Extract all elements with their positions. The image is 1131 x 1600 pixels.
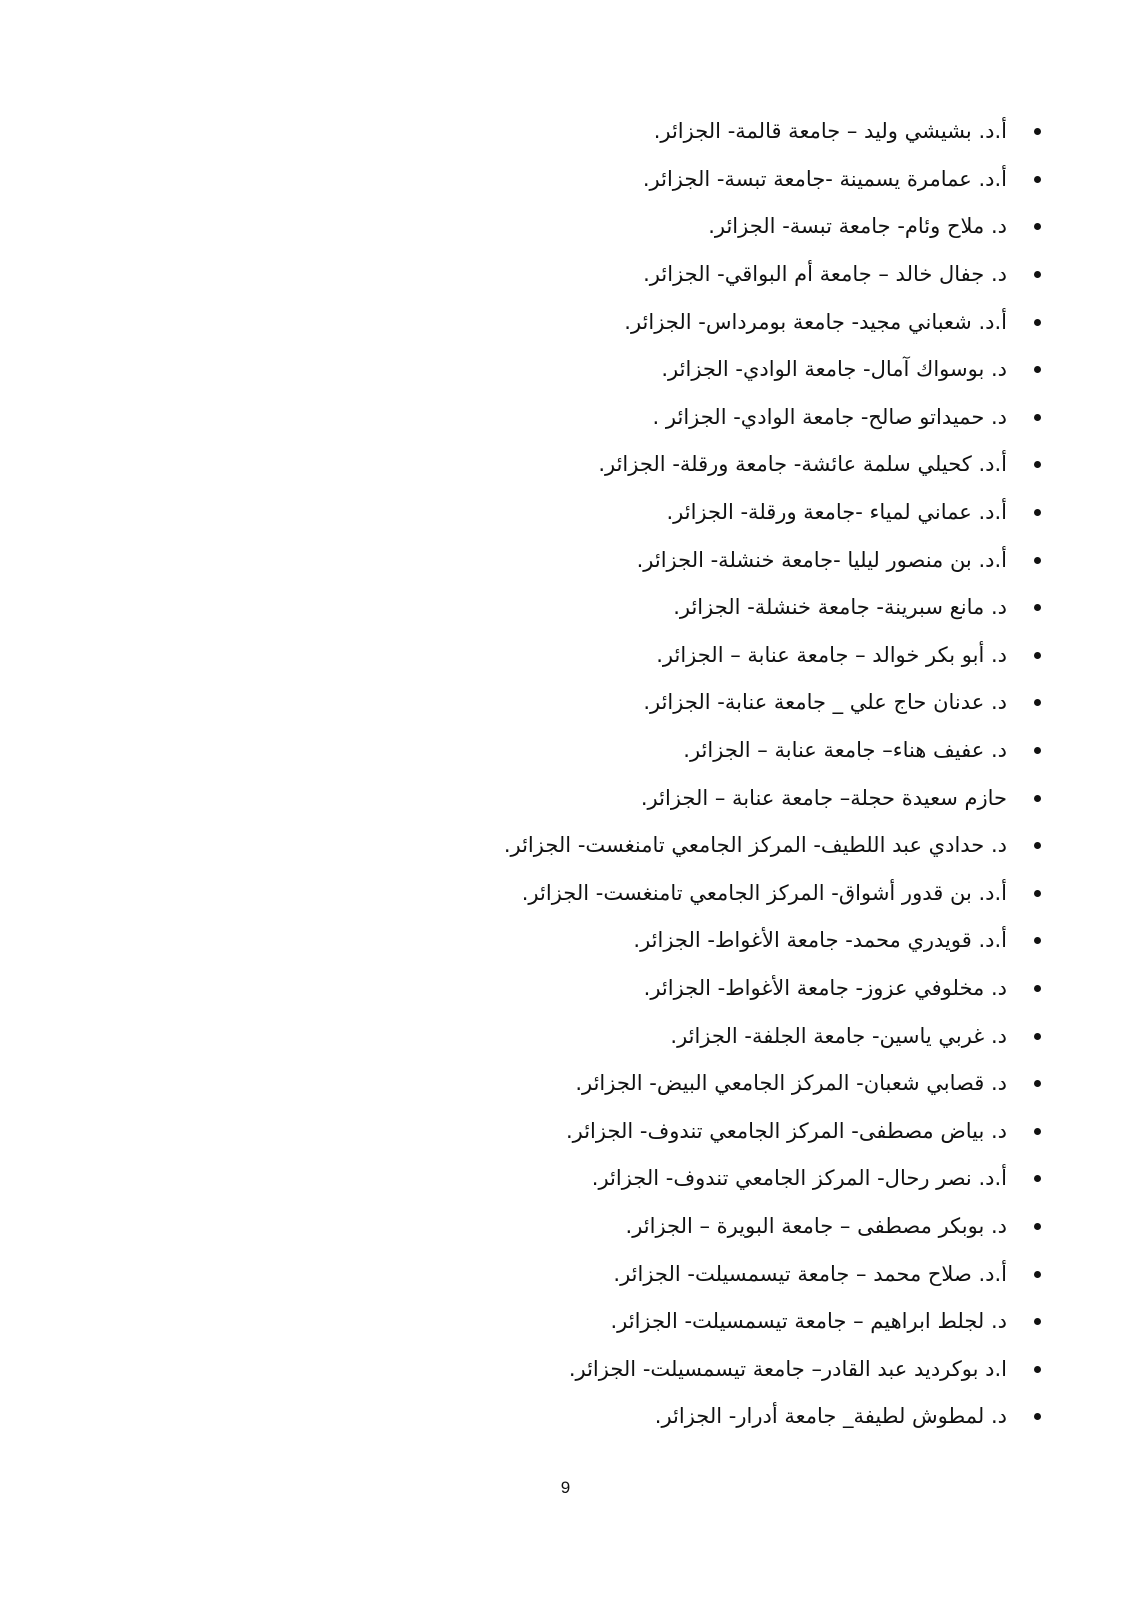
list-item [321, 679, 1041, 727]
bullet-icon [1034, 1271, 1041, 1278]
bullet-icon [1034, 1366, 1041, 1373]
bullet-icon [1034, 319, 1041, 326]
bullet-icon [1034, 1175, 1041, 1182]
list-item [321, 251, 1041, 299]
bullet-icon [1034, 890, 1041, 897]
list-item [321, 870, 1041, 918]
bullet-icon [1034, 842, 1041, 849]
list-item [321, 1012, 1041, 1060]
bullet-icon [1034, 985, 1041, 992]
list-item [321, 203, 1041, 251]
member-entry: أ.د. عمامرة يسمينة -جامعة تبسة- الجزائر. [642, 166, 1007, 191]
list-item [321, 1345, 1041, 1393]
member-entry: د. حدادي عبد اللطيف- المركز الجامعي تامنغست- الجزائر. [503, 833, 1007, 858]
member-entry: د. لجلط ابراهيم – جامعة تيسمسيلت- الجزائر. [610, 1309, 1007, 1334]
list-item [321, 822, 1041, 870]
member-entry: د. أبو بكر خوالد – جامعة عنابة – الجزائر. [656, 642, 1007, 667]
bullet-icon [1034, 795, 1041, 802]
list-item [321, 489, 1041, 537]
bullet-icon [1034, 747, 1041, 754]
bullet-icon [1034, 509, 1041, 516]
member-entry: د. قصابي شعبان- المركز الجامعي البيض- الجزائر. [575, 1071, 1007, 1096]
member-entry: د. عدنان حاج علي _ جامعة عنابة- الجزائر. [643, 690, 1007, 715]
member-entry: د. لمطوش لطيفة_ جامعة أدرار- الجزائر. [654, 1404, 1007, 1429]
member-entry: د. جفال خالد – جامعة أم البواقي- الجزائر. [643, 262, 1007, 287]
bullet-icon [1034, 414, 1041, 421]
bullet-icon [1034, 557, 1041, 564]
member-entry: د. بوسواك آمال- جامعة الوادي- الجزائر. [661, 357, 1007, 382]
member-entry: أ.د. نصر رحال- المركز الجامعي تندوف- الجزائر. [591, 1166, 1007, 1191]
member-entry: د. مانع سبرينة- جامعة خنشلة- الجزائر. [673, 595, 1007, 620]
bullet-icon [1034, 176, 1041, 183]
member-entry: د. غربي ياسين- جامعة الجلفة- الجزائر. [670, 1023, 1007, 1048]
list-item [321, 774, 1041, 822]
member-entry: د. عفيف هناء– جامعة عنابة – الجزائر. [683, 738, 1007, 763]
list-item [321, 727, 1041, 775]
member-entry: د. مخلوفي عزوز- جامعة الأغواط- الجزائر. [643, 975, 1007, 1000]
bullet-icon [1034, 699, 1041, 706]
list-item [321, 394, 1041, 442]
member-entry: أ.د. بن منصور ليليا -جامعة خنشلة- الجزائر. [636, 547, 1007, 572]
member-entry: أ.د. كحيلي سلمة عائشة- جامعة ورقلة- الجزائر. [598, 452, 1007, 477]
member-entry: أ.د. عماني لمياء -جامعة ورقلة- الجزائر. [666, 500, 1007, 525]
list-item [321, 1203, 1041, 1251]
bullet-icon [1034, 652, 1041, 659]
member-entry: ا.د بوكرديد عبد القادر– جامعة تيسمسيلت- الجزائر. [568, 1356, 1007, 1381]
bullet-icon [1034, 1033, 1041, 1040]
bullet-icon [1034, 1413, 1041, 1420]
member-entry: أ.د. صلاح محمد – جامعة تيسمسيلت- الجزائر. [613, 1261, 1007, 1286]
list-item [321, 965, 1041, 1013]
bullet-icon [1034, 128, 1041, 135]
member-list [321, 108, 1041, 1441]
member-entry: د. ملاح وئام- جامعة تبسة- الجزائر. [708, 214, 1007, 239]
bullet-icon [1034, 1128, 1041, 1135]
member-entry: أ.د. قويدري محمد- جامعة الأغواط- الجزائر. [633, 928, 1007, 953]
page-number: 9 [560, 1478, 571, 1497]
bullet-icon [1034, 604, 1041, 611]
list-item [321, 1155, 1041, 1203]
bullet-icon [1034, 1080, 1041, 1087]
list-item [321, 1250, 1041, 1298]
member-entry: د. حميداتو صالح- جامعة الوادي- الجزائر . [652, 404, 1007, 429]
list-item [321, 1298, 1041, 1346]
list-item [321, 1060, 1041, 1108]
member-entry: أ.د. بن قدور أشواق- المركز الجامعي تامنغست- الجزائر. [521, 880, 1007, 905]
bullet-icon [1034, 1223, 1041, 1230]
list-item [321, 441, 1041, 489]
list-item [321, 917, 1041, 965]
member-entry: د. بياض مصطفى- المركز الجامعي تندوف- الجزائر. [565, 1118, 1007, 1143]
member-entry: حازم سعيدة حجلة– جامعة عنابة – الجزائر. [640, 785, 1007, 810]
bullet-icon [1034, 461, 1041, 468]
bullet-icon [1034, 937, 1041, 944]
list-item [321, 298, 1041, 346]
bullet-icon [1034, 223, 1041, 230]
member-entry: أ.د. بشيشي وليد – جامعة قالمة- الجزائر. [653, 119, 1007, 144]
bullet-icon [1034, 1318, 1041, 1325]
member-entry: أ.د. شعباني مجيد- جامعة بومرداس- الجزائر. [624, 309, 1007, 334]
list-item [321, 536, 1041, 584]
list-item [321, 1107, 1041, 1155]
list-item [321, 156, 1041, 204]
list-item [321, 632, 1041, 680]
bullet-icon [1034, 271, 1041, 278]
list-item [321, 584, 1041, 632]
member-entry: د. بوبكر مصطفى – جامعة البويرة – الجزائر. [625, 1213, 1007, 1238]
list-item [321, 108, 1041, 156]
list-item [321, 1393, 1041, 1441]
list-item [321, 346, 1041, 394]
bullet-icon [1034, 366, 1041, 373]
